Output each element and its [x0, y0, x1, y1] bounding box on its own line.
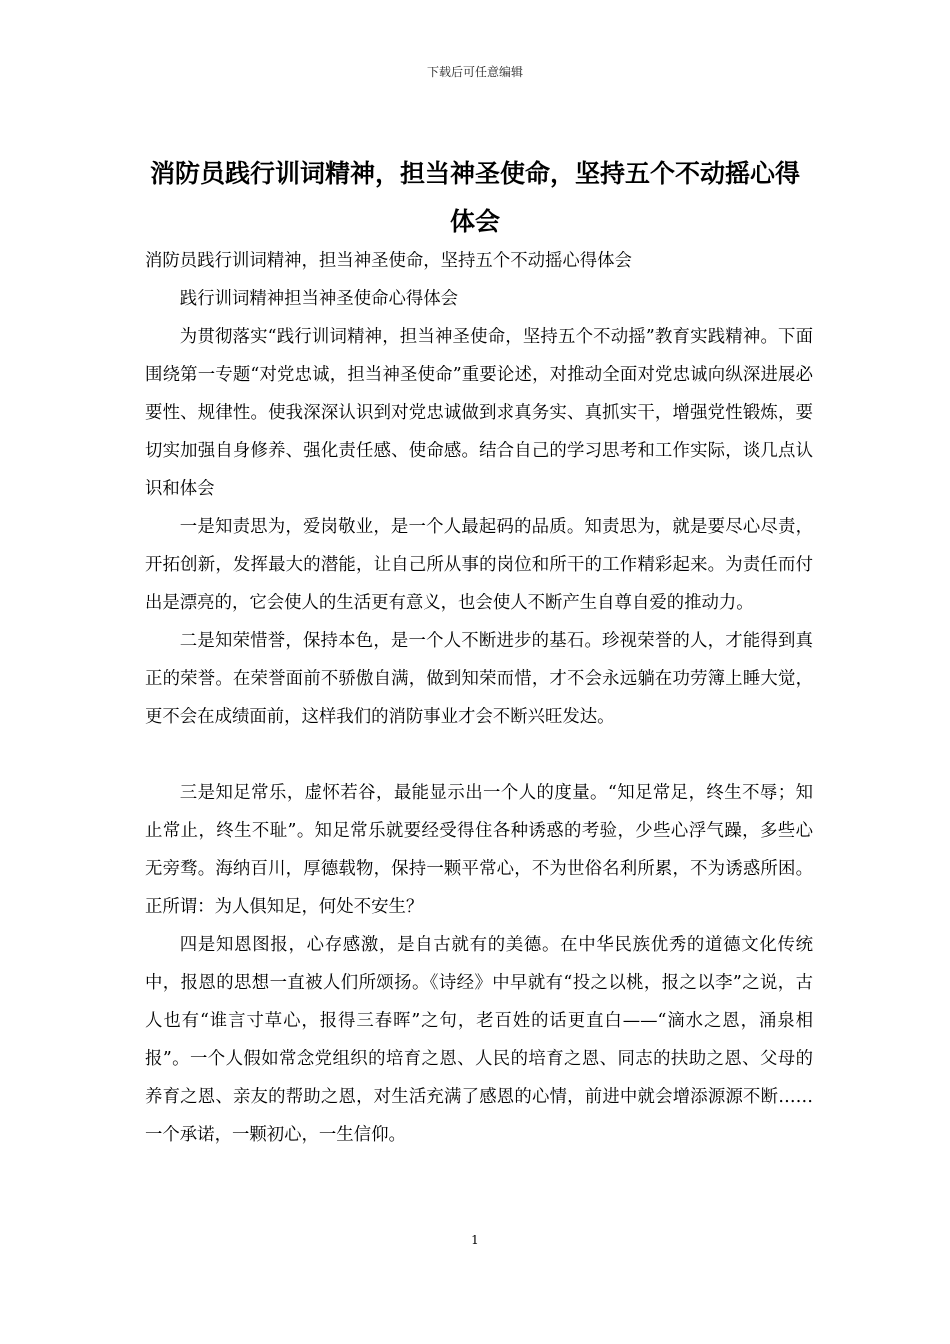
- header-note: 下载后可任意编辑: [426, 65, 523, 79]
- paragraph-subtitle: 消防员践行训词精神，担当神圣使命，坚持五个不动摇心得体会: [145, 251, 632, 271]
- paragraph-point-one: 一是知责思为，爱岗敬业，是一个人最起码的品质。知责思为，就是要尽心尽责，开拓创新，发挥最大的潜能，让自己所从事的岗位和所干的工作精彩起来。为责任而付出是漂亮的，它会使人的生活更有意义，也会使人不断产生自尊自爱的推动力。: [145, 517, 813, 613]
- paragraph-point-two: 二是知荣惜誉，保持本色，是一个人不断进步的基石。珍视荣誉的人，才能得到真正的荣誉。在荣誉面前不骄傲自满，做到知荣而惜，才不会永远躺在功劳簿上睡大觉，更不会在成绩面前，这样我们的消防事业才会不断兴旺发达。: [145, 631, 813, 727]
- paragraph-heading: 践行训词精神担当神圣使命心得体会: [179, 289, 459, 309]
- page-number: 1: [471, 1233, 479, 1247]
- paragraph-intro: 为贯彻落实“践行训词精神，担当神圣使命，坚持五个不动摇”教育实践精神。下面围绕第一专题“对党忠诚，担当神圣使命”重要论述，对推动全面对党忠诚向纵深进展必要性、规律性。使我深深认识到对党忠诚做到求真务实、真抓实干，增强党性锻炼，要切实加强自身修养、强化责任感、使命感。结合自己的学习思考和工作实际，谈几点认识和体会: [145, 327, 813, 499]
- paragraph-point-three: 三是知足常乐，虚怀若谷，最能显示出一个人的度量。“知足常足，终生不辱；知止常止，终生不耻”。知足常乐就要经受得住各种诱惑的考验，少些心浮气躁，多些心无旁骛。海纳百川，厚德载物，保持一颗平常心，不为世俗名利所累，不为诱惑所困。正所谓：为人俱知足，何处不安生？: [145, 783, 813, 917]
- paragraph-point-four: 四是知恩图报，心存感激，是自古就有的美德。在中华民族优秀的道德文化传统中，报恩的思想一直被人们所颂扬。《诗经》中早就有“投之以桃，报之以李”之说，古人也有“谁言寸草心，报得三春晖”之句，老百姓的话更直白——“滴水之恩，涌泉相报”。一个人假如常念党组织的培育之恩、人民的培育之恩、同志的扶助之恩、父母的养育之恩、亲友的帮助之恩，对生活充满了感恩的心情，前进中就会增添源源不断……一个承诺，一颗初心，一生信仰。: [145, 935, 813, 1145]
- document-title: 消防员践行训词精神，担当神圣使命，坚持五个不动摇心得体会: [149, 159, 800, 236]
- document-body: [145, 242, 813, 1154]
